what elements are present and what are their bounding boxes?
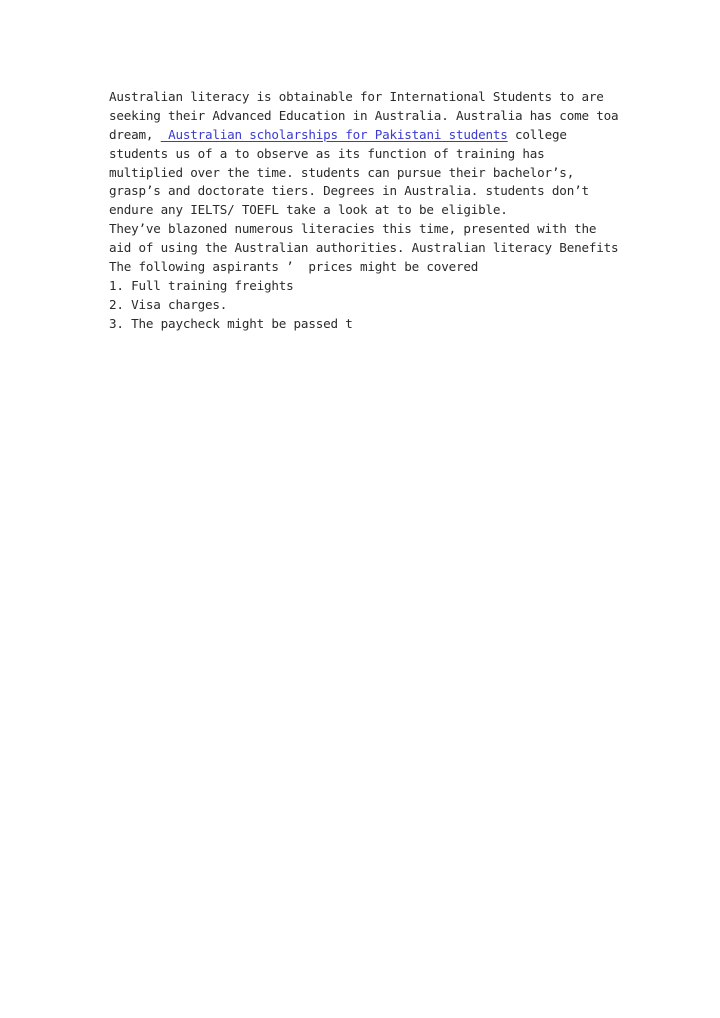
- list-item: 3. The paycheck might be passed t: [109, 315, 353, 331]
- document-body: [109, 88, 619, 334]
- list-item: 2. Visa charges.: [109, 296, 228, 312]
- text-segment: dream,: [109, 126, 161, 142]
- text-line: grasp’s and doctorate tiers. Degrees in Australia. students don’t: [109, 183, 589, 199]
- text-line: seeking their Advanced Education in Australia. Australia has come toa: [109, 107, 619, 123]
- list-item: 1. Full training freights: [109, 277, 294, 293]
- text-line-with-link: [109, 126, 614, 145]
- text-line: Australian literacy is obtainable for International Students to are: [109, 89, 604, 104]
- text-line: They’ve blazoned numerous literacies this time, presented with the: [109, 221, 597, 237]
- text-line: multiplied over the time. students can pursue their bachelor’s,: [109, 164, 575, 180]
- text-line: aid of using the Australian authorities. Australian literacy Benefits: [109, 240, 619, 256]
- text-line: endure any IELTS/ TOEFL take a look at to be eligible.: [109, 202, 508, 218]
- text-segment: college: [507, 126, 567, 142]
- text-line: students us of a to observe as its function of training has: [109, 145, 545, 161]
- text-line: The following aspirants ’ prices might be covered: [109, 259, 479, 275]
- scholarships-link[interactable]: Australian scholarships for Pakistani students: [160, 126, 508, 142]
